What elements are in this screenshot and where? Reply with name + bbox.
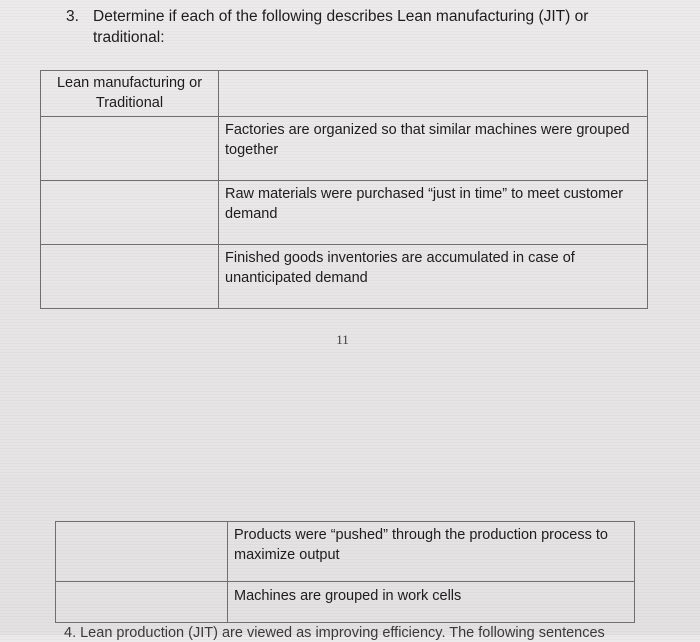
answer-cell[interactable] (41, 181, 219, 245)
answer-cell[interactable] (56, 582, 228, 623)
question-text: Determine if each of the following describes Lean manufacturing (JIT) or traditional: (93, 8, 589, 46)
table-row (41, 181, 648, 245)
header-cell-empty (219, 71, 648, 117)
header-cell-classification: Lean manufacturing or Traditional (41, 71, 219, 117)
table-row (56, 582, 635, 623)
statement-cell: Products were “pushed” through the production process to maximize output (228, 522, 635, 582)
table-row (56, 522, 635, 582)
page-number: 11 (336, 332, 349, 347)
table-row (41, 117, 648, 181)
classification-table-2 (55, 521, 635, 623)
question-number: 3. (66, 8, 79, 25)
answer-cell[interactable] (41, 117, 219, 181)
answer-cell[interactable] (41, 245, 219, 309)
statement-cell: Machines are grouped in work cells (228, 582, 635, 623)
answer-cell[interactable] (56, 522, 228, 582)
classification-table-1 (40, 70, 648, 309)
table-header-row (41, 71, 648, 117)
statement-cell: Raw materials were purchased “just in time” to meet customer demand (219, 181, 648, 245)
question-4-partial-text: 4. Lean production (JIT) are viewed as improving efficiency. The following sentences (64, 625, 605, 641)
statement-cell: Factories are organized so that similar machines were grouped together (219, 117, 648, 181)
table-row (41, 245, 648, 309)
statement-cell: Finished goods inventories are accumulated in case of unanticipated demand (219, 245, 648, 309)
